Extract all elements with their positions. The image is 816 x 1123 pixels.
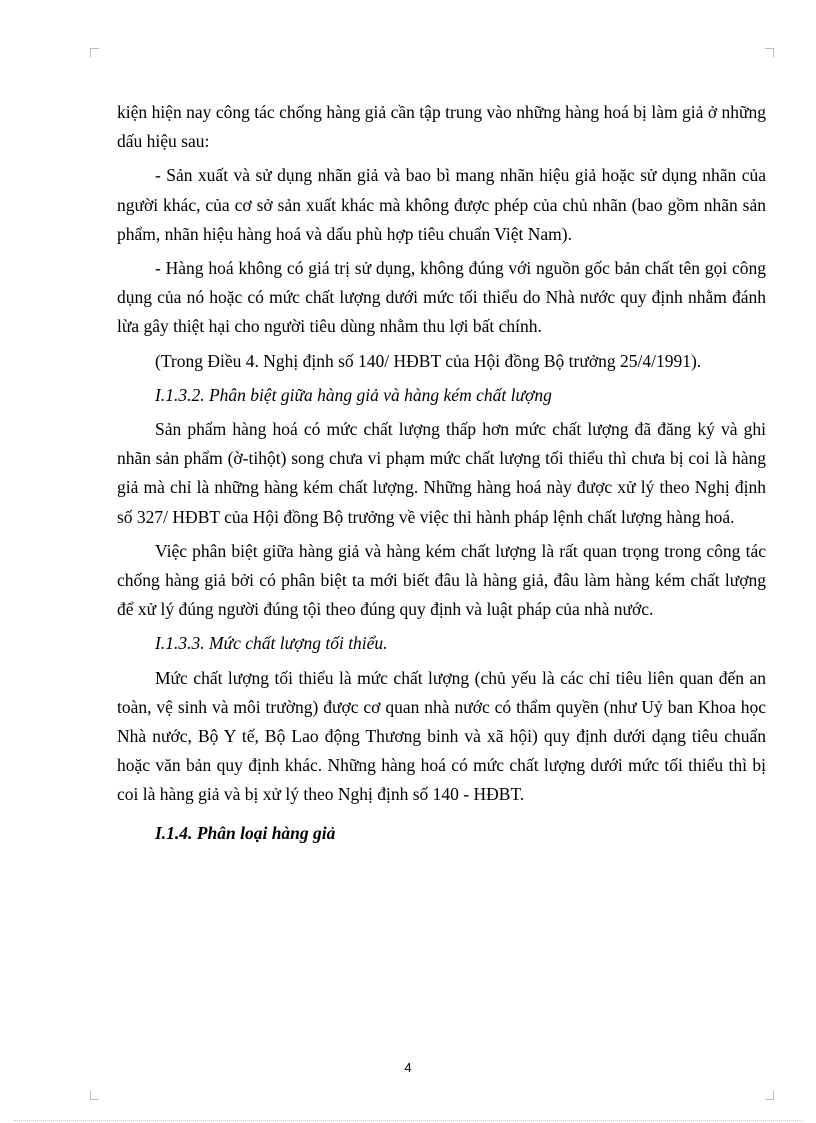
crop-mark-top-left bbox=[90, 48, 99, 57]
paragraph-decree-citation: (Trong Điều 4. Nghị định số 140/ HĐBT của Hội đồng Bộ trưởng 25/4/1991). bbox=[155, 350, 702, 371]
page-bottom-divider bbox=[14, 1120, 802, 1121]
document-body bbox=[117, 98, 766, 853]
paragraph-no-use-value-criteria: - Hàng hoá không có giá trị sử dụng, không đúng với nguồn gốc bản chất tên gọi công dụng của nó hoặc có mức chất lượng dưới mức tối thiểu do Nhà nước quy định nhằm đánh lừa gây thiệt hại cho người tiêu dùng nhằm thu lợi bất chính. bbox=[117, 258, 766, 337]
paragraph-fake-label-criteria: - Sản xuất và sử dụng nhãn giả và bao bì mang nhãn hiệu giả hoặc sử dụng nhãn của người khác, của cơ sở sản xuất khác mà không được phép của chủ nhãn (bao gồm nhãn sản phẩm, nhãn hiệu hàng hoá và dấu phù hợp tiêu chuẩn Việt Nam). bbox=[117, 165, 766, 244]
section-heading-1-1-4: I.1.4. Phân loại hàng giả bbox=[155, 822, 336, 843]
page-number: 4 bbox=[404, 1060, 412, 1075]
subheading-1-1-3-2: I.1.3.2. Phân biệt giữa hàng giả và hàng kém chất lượng bbox=[155, 384, 552, 405]
crop-mark-bottom-right bbox=[765, 1091, 774, 1100]
paragraph-distinction-importance: Việc phân biệt giữa hàng giả và hàng kém chất lượng là rất quan trọng trong công tác chống hàng giả bởi có phân biệt ta mới biết đâu là hàng giả, đâu làm hàng kém chất lượng để xử lý đúng người đúng tội theo đúng quy định và luật pháp của nhà nước. bbox=[117, 540, 766, 620]
subheading-1-1-3-3: I.1.3.3. Mức chất lượng tối thiểu. bbox=[155, 633, 388, 654]
crop-mark-bottom-left bbox=[90, 1091, 99, 1100]
paragraph-minimum-quality: Mức chất lượng tối thiểu là mức chất lượng (chủ yếu là các chỉ tiêu liên quan đến an toàn, vệ sinh và môi trường) được cơ quan nhà nước có thẩm quyền (như Uỷ ban Khoa học Nhà nước, Bộ Y tế, Bộ Lao động Thương binh và xã hội) quy định dưới dạng tiêu chuẩn hoặc văn bản quy định khác. Những hàng hoá có mức chất lượng dưới mức tối thiểu thì bị coi là hàng giả và bị xử lý theo Nghị định số 140 - HĐBT. bbox=[117, 667, 766, 805]
crop-mark-top-right bbox=[765, 48, 774, 57]
paragraph-continuation: kiện hiện nay công tác chống hàng giả cần tập trung vào những hàng hoá bị làm giả ở những dấu hiệu sau: bbox=[117, 102, 766, 152]
paragraph-low-quality-goods: Sản phẩm hàng hoá có mức chất lượng thấp hơn mức chất lượng đã đăng ký và ghi nhãn sản phẩm (ờ-tihột) song chưa vi phạm mức chất lượng tối thiểu thì chưa bị coi là hàng giả mà chỉ là những hàng kém chất lượng. Những hàng hoá này được xử lý theo Nghị định số 327/ HĐBT của Hội đồng Bộ trưởng về việc thi hành pháp lệnh chất lượng hàng hoá. bbox=[117, 419, 766, 527]
